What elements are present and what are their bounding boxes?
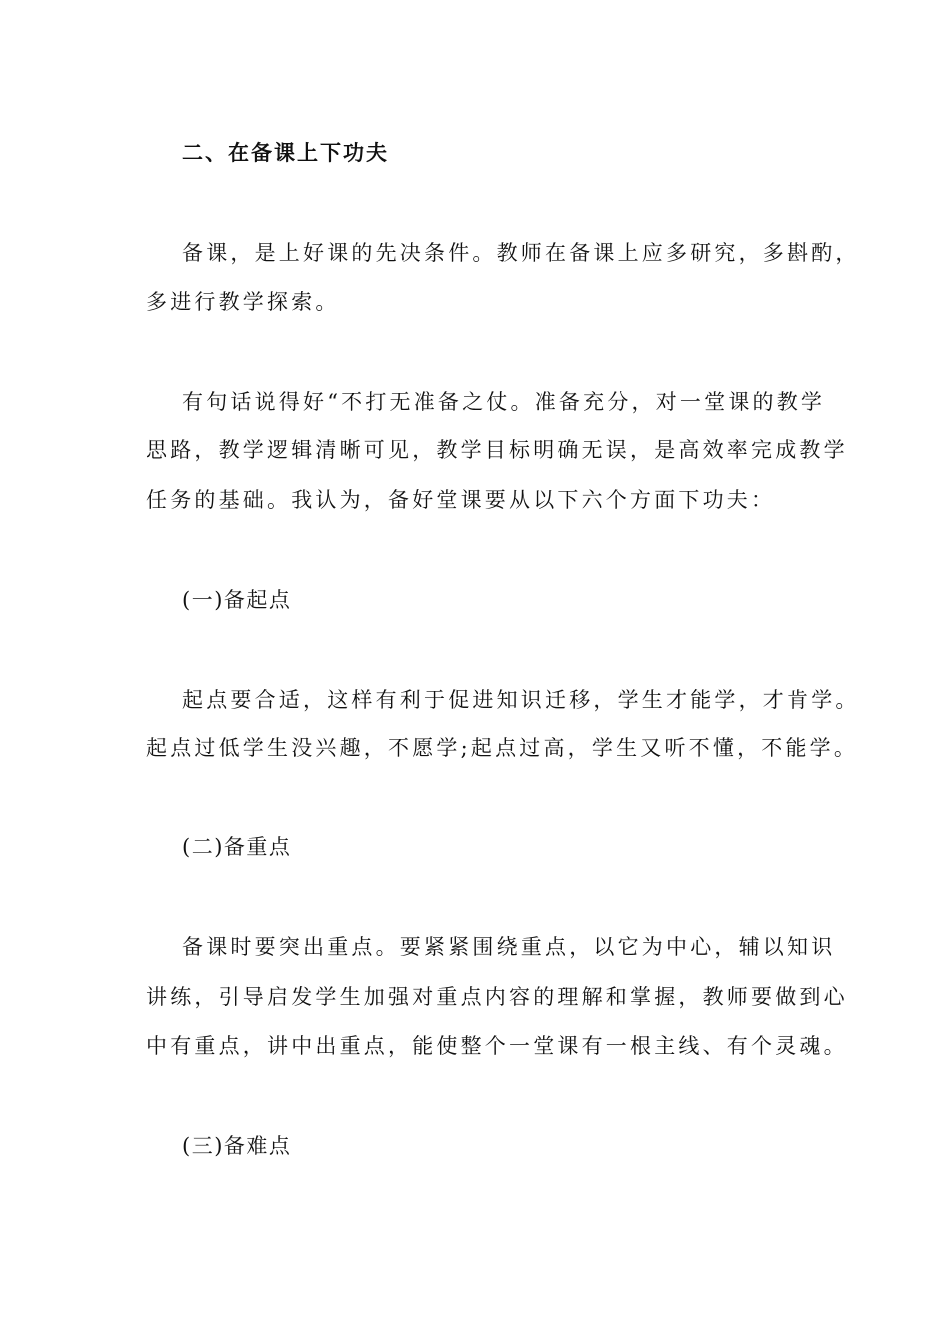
section-heading: 二、在备课上下功夫: [182, 140, 389, 165]
paragraph-4-line-2: 讲练，引导启发学生加强对重点内容的理解和掌握，教师要做到心: [146, 985, 848, 1009]
paragraph-3-line-2: 起点过低学生没兴趣，不愿学;起点过高，学生又听不懂，不能学。: [146, 736, 859, 760]
paragraph-2-line-2: 思路，教学逻辑清晰可见，教学目标明确无误，是高效率完成教学: [146, 438, 848, 462]
paragraph-3-line-1: 起点要合适，这样有利于促进知识迁移，学生才能学，才肯学。: [182, 688, 860, 712]
subheading-3: (三)备难点: [182, 1134, 292, 1158]
paragraph-4-line-3: 中有重点，讲中出重点，能使整个一堂课有一根主线、有个灵魂。: [146, 1034, 848, 1058]
paragraph-1-line-1: 备课，是上好课的先决条件。教师在备课上应多研究，多斟酌，: [182, 241, 860, 265]
subheading-1: (一)备起点: [182, 588, 292, 612]
paragraph-4-line-1: 备课时要突出重点。要紧紧围绕重点，以它为中心，辅以知识: [182, 935, 836, 959]
paragraph-2-line-1: 有句话说得好“不打无准备之仗。准备充分，对一堂课的教学: [182, 390, 826, 414]
subheading-2: (二)备重点: [182, 835, 292, 859]
paragraph-1-line-2: 多进行教学探索。: [146, 290, 340, 314]
paragraph-2-line-3: 任务的基础。我认为，备好堂课要从以下六个方面下功夫：: [146, 488, 776, 512]
